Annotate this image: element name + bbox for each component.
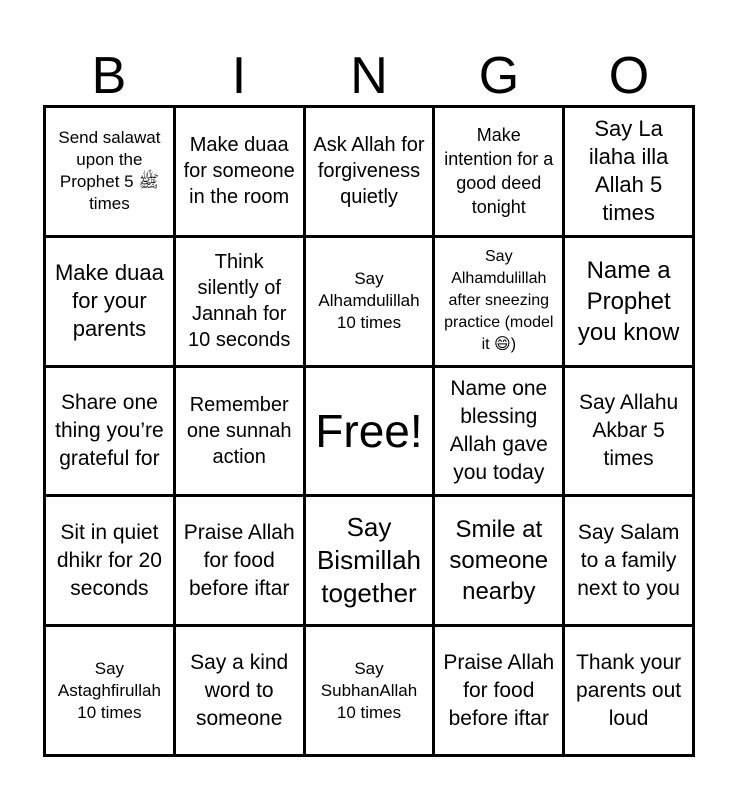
- cell-text: Say Allahu Akbar 5 times: [578, 390, 679, 470]
- bingo-cell-r3-c4[interactable]: [435, 368, 565, 498]
- header-letter-o: O: [608, 47, 650, 105]
- bingo-cell-r1-c1[interactable]: [46, 108, 176, 238]
- bingo-cell-r3-c5[interactable]: [565, 368, 695, 498]
- cell-text: Remember one sunnah action: [186, 393, 292, 468]
- cell-text: Say Salam to a family next to you: [577, 520, 680, 600]
- bingo-cell-r4-c4[interactable]: [435, 497, 565, 627]
- bingo-cell-r1-c4[interactable]: [435, 108, 565, 238]
- cell-text: Name one blessing Allah gave you today: [449, 376, 548, 484]
- bingo-header: [44, 45, 694, 107]
- bingo-cell-r2-c3[interactable]: [306, 238, 436, 368]
- cell-text: Say a kind word to someone: [190, 650, 289, 730]
- header-letter-n: N: [350, 47, 388, 105]
- cell-text: Sit in quiet dhikr for 20 seconds: [56, 520, 162, 600]
- bingo-cell-r5-c2[interactable]: [176, 627, 306, 757]
- cell-text: Say Alhamdulillah 10 times: [318, 269, 420, 333]
- bingo-cell-r2-c5[interactable]: [565, 238, 695, 368]
- cell-text: Make intention for a good deed tonight: [444, 125, 554, 218]
- cell-text: Thank your parents out loud: [576, 650, 682, 730]
- cell-text: Smile at someone nearby: [449, 516, 549, 606]
- cell-text: Praise Allah for food before iftar: [443, 650, 555, 730]
- cell-text: Say SubhanAllah 10 times: [320, 658, 418, 722]
- cell-text: Think silently of Jannah for 10 seconds: [188, 251, 291, 352]
- bingo-cell-r4-c3[interactable]: [306, 497, 436, 627]
- bingo-cell-r1-c3[interactable]: [306, 108, 436, 238]
- bingo-cell-r2-c1[interactable]: [46, 238, 176, 368]
- header-letter-b: B: [91, 47, 127, 105]
- bingo-cell-r4-c2[interactable]: [176, 497, 306, 627]
- bingo-cell-r3-c2[interactable]: [176, 368, 306, 498]
- cell-text: Make duaa for someone in the room: [183, 134, 295, 209]
- bingo-cell-r4-c1[interactable]: [46, 497, 176, 627]
- header-letter-g: G: [478, 47, 520, 105]
- bingo-cell-r2-c4[interactable]: [435, 238, 565, 368]
- bingo-cell-r5-c1[interactable]: [46, 627, 176, 757]
- cell-text: Share one thing you’re grateful for: [55, 390, 164, 470]
- bingo-card-grid: [43, 105, 695, 757]
- bingo-cell-r5-c5[interactable]: [565, 627, 695, 757]
- bingo-cell-r3-c1[interactable]: [46, 368, 176, 498]
- bingo-cell-r3-c3[interactable]: [306, 368, 436, 498]
- bingo-cell-r2-c2[interactable]: [176, 238, 306, 368]
- bingo-cell-r5-c4[interactable]: [435, 627, 565, 757]
- cell-text: Say Astaghfirullah 10 times: [57, 658, 161, 722]
- free-space-label: Free!: [315, 404, 423, 457]
- bingo-cell-r4-c5[interactable]: [565, 497, 695, 627]
- bingo-cell-r1-c2[interactable]: [176, 108, 306, 238]
- cell-text: Praise Allah for food before iftar: [183, 520, 295, 600]
- cell-text: Ask Allah for forgiveness quietly: [313, 134, 425, 209]
- cell-text: Make duaa for your parents: [54, 260, 164, 342]
- cell-text: Say Bismillah together: [316, 512, 421, 609]
- bingo-cell-r1-c5[interactable]: [565, 108, 695, 238]
- bingo-cell-r5-c3[interactable]: [306, 627, 436, 757]
- cell-text: Say La ilaha illa Allah 5 times: [588, 116, 669, 226]
- cell-text: Name a Prophet you know: [577, 256, 680, 346]
- cell-text: Say Alhamdulillah after sneezing practice (model it 😄): [444, 248, 554, 354]
- header-letter-i: I: [231, 47, 247, 105]
- cell-text: Send salawat upon the Prophet 5 ﷺ times: [58, 128, 161, 214]
